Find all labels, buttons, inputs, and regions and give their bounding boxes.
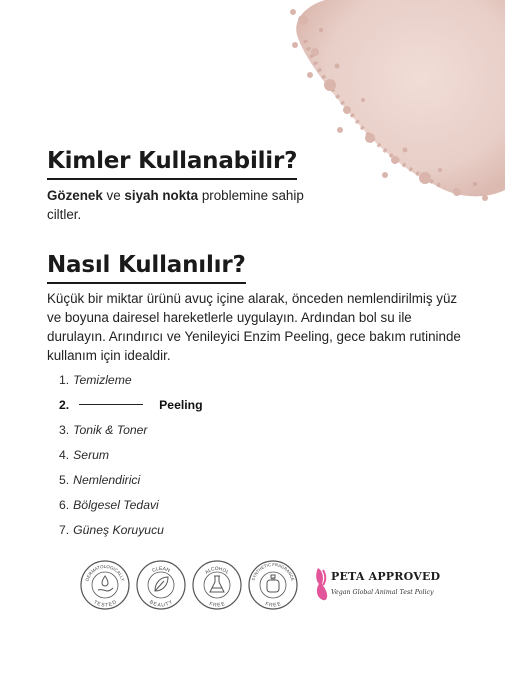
dermatologically-tested-badge	[80, 560, 130, 610]
heading-underline	[47, 178, 297, 180]
step-number: 3.	[59, 423, 70, 437]
perfume-bottle-icon	[267, 575, 279, 592]
hand-drop-icon	[98, 576, 113, 591]
badge-top-text: SYNTHETIC FRAGRANCE	[250, 561, 296, 582]
step-label: Nemlendirici	[73, 473, 141, 487]
who-bold-blackheads: siyah nokta	[124, 188, 199, 203]
peta-subtitle: Vegan Global Animal Test Policy	[331, 589, 434, 596]
who-can-use-text	[47, 186, 307, 224]
badge-top-text: ALCOHOL	[204, 566, 230, 576]
how-to-use-text: Küçük bir miktar ürünü avuç içine alarak, önceden nemlendirilmiş yüz ve boyuna dairesel hareketlerle uygulayın. Ardından bol su ile durulayın. Arındırıcı ve Yenileyici Enzim Peeling, gece bakım rutininde kullanım için idealdir.	[47, 291, 461, 363]
leaf-icon	[155, 577, 168, 591]
routine-step	[59, 473, 203, 498]
step-label: Peeling	[159, 398, 203, 412]
step-number: 4.	[59, 448, 70, 462]
peta-title: PETA APPROVED	[331, 570, 441, 583]
step-number: 2.	[59, 398, 70, 412]
who-can-use-heading	[47, 148, 297, 174]
who-text-part1: ve	[102, 188, 125, 203]
powder-texture-image	[285, 0, 505, 205]
routine-step	[59, 523, 203, 548]
step-indicator-line	[79, 404, 143, 405]
routine-steps-list	[59, 373, 203, 548]
step-label: Tonik & Toner	[73, 423, 148, 437]
badge-bottom-text: BEAUTY	[148, 599, 174, 609]
how-heading-text: Nasıl Kullanılır?	[47, 252, 246, 278]
step-number: 6.	[59, 498, 70, 512]
routine-step-active	[59, 398, 203, 423]
step-label: Güneş Koruyucu	[73, 523, 164, 537]
bunny-icon	[313, 566, 331, 606]
heading-underline	[47, 282, 246, 284]
step-label: Bölgesel Tedavi	[73, 498, 159, 512]
step-label: Serum	[73, 448, 110, 462]
who-text-part2: problemine sahip ciltler.	[47, 188, 304, 222]
flask-icon	[210, 576, 224, 592]
alcohol-free-badge	[192, 560, 242, 610]
routine-step	[59, 423, 203, 448]
synthetic-fragrance-free-badge	[248, 560, 298, 610]
clean-beauty-badge	[136, 560, 186, 610]
how-to-use-heading	[47, 252, 246, 278]
badge-bottom-text: FREE	[264, 601, 282, 609]
routine-step	[59, 448, 203, 473]
step-number: 5.	[59, 473, 70, 487]
badge-bottom-text: TESTED	[92, 599, 118, 609]
badge-top-text: DERMATOLOGICALLY	[84, 563, 126, 582]
who-heading-text: Kimler Kullanabilir?	[47, 148, 298, 174]
who-bold-pores: Gözenek	[47, 188, 103, 203]
badge-bottom-text: FREE	[208, 601, 226, 609]
step-number: 7.	[59, 523, 70, 537]
routine-step	[59, 498, 203, 523]
peta-approved-logo	[313, 566, 443, 610]
routine-step	[59, 373, 203, 398]
badge-top-text: CLEAN	[151, 565, 171, 574]
step-number: 1.	[59, 373, 70, 387]
step-label: Temizleme	[73, 373, 132, 387]
